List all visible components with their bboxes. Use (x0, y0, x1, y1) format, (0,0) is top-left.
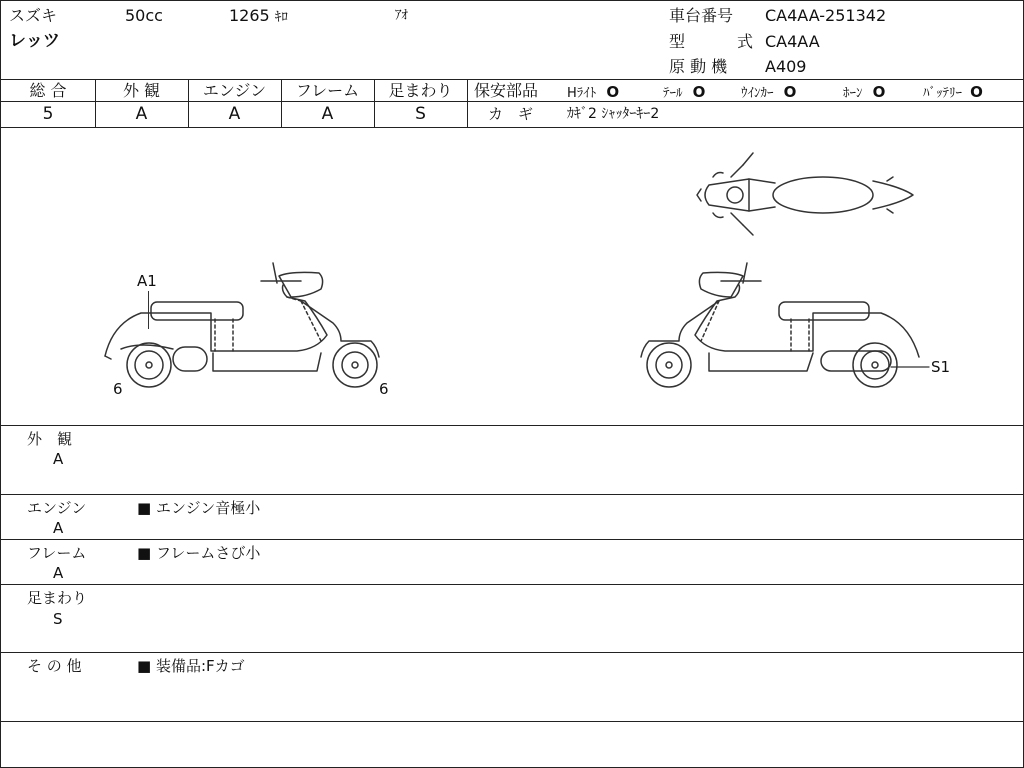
left-tire-front: 6 (113, 380, 123, 398)
key-value: ｶｷﾞ2 ｼｬｯﾀｰｷｰ2 (567, 106, 660, 122)
scooter-right-view (641, 263, 929, 387)
divider (1, 721, 1024, 722)
safety-item-name: ﾎｰﾝ (843, 86, 863, 101)
section-engine-label: エンジン (27, 499, 87, 517)
safety-item-name: ﾊﾞｯﾃﾘｰ (923, 86, 962, 101)
rating-value-frame: A (321, 104, 334, 124)
color: ｱｵ (395, 8, 408, 23)
type-label-2: 式 (737, 32, 754, 51)
section-other-label: そ の 他 (27, 657, 82, 675)
engine-value: A409 (765, 57, 807, 76)
mileage-unit: ｷﾛ (274, 10, 288, 25)
rating-value-engine: A (228, 104, 241, 124)
section-exterior-grade: A (53, 450, 64, 468)
type-value: CA4AA (765, 32, 820, 51)
safety-label: 保安部品 (474, 81, 539, 100)
divider (1, 425, 1024, 426)
maker: スズキ (9, 6, 58, 25)
left-tire-rear: 6 (379, 380, 389, 398)
safety-item-name: ﾃｰﾙ (663, 86, 683, 101)
section-suspension-grade: S (53, 610, 63, 628)
section-frame-note: ■ フレームさび小 (137, 544, 261, 562)
mileage-value: 1265 (229, 6, 270, 25)
divider (1, 584, 1024, 585)
section-engine-note: ■ エンジン音極小 (137, 499, 261, 517)
left-damage-mark: A1 (137, 272, 157, 290)
section-other-note: ■ 装備品:Fカゴ (137, 657, 245, 675)
rating-label-overall: 総 合 (29, 81, 67, 100)
key-label: カ ギ (488, 105, 534, 123)
frame-no-label: 車台番号 (669, 6, 734, 25)
rating-label-suspension: 足まわり (388, 81, 453, 100)
safety-item-mark: O (692, 83, 706, 101)
rating-value-suspension: S (415, 104, 426, 124)
rating-value-exterior: A (135, 104, 148, 124)
rating-label-exterior: 外 観 (122, 81, 161, 100)
divider (1, 494, 1024, 495)
safety-item-name: Hﾗｲﾄ (567, 86, 597, 101)
right-damage-mark: S1 (931, 358, 951, 376)
section-exterior-label: 外 観 (27, 430, 73, 448)
divider (1, 652, 1024, 653)
rating-label-engine: エンジン (202, 81, 267, 100)
type-label-1: 型 (669, 32, 686, 51)
safety-item-mark: O (783, 83, 797, 101)
frame-no-value: CA4AA-251342 (765, 6, 887, 25)
model-name: レッツ (9, 31, 60, 51)
section-engine-grade: A (53, 519, 64, 537)
scooter-top-view (697, 153, 913, 235)
engine-label: 原 動 機 (669, 57, 728, 76)
safety-item-mark: O (872, 83, 886, 101)
left-damage-leader (148, 291, 149, 329)
safety-item-name: ｳｲﾝｶｰ (741, 86, 774, 101)
safety-item-mark: O (970, 83, 983, 101)
section-frame-grade: A (53, 564, 64, 582)
divider (1, 539, 1024, 540)
displacement: 50cc (125, 6, 163, 25)
safety-item-mark: O (606, 83, 620, 101)
section-frame-label: フレーム (27, 544, 87, 562)
section-suspension-label: 足まわり (27, 589, 88, 607)
rating-value-overall: 5 (42, 104, 54, 124)
rating-label-frame: フレーム (295, 81, 360, 100)
